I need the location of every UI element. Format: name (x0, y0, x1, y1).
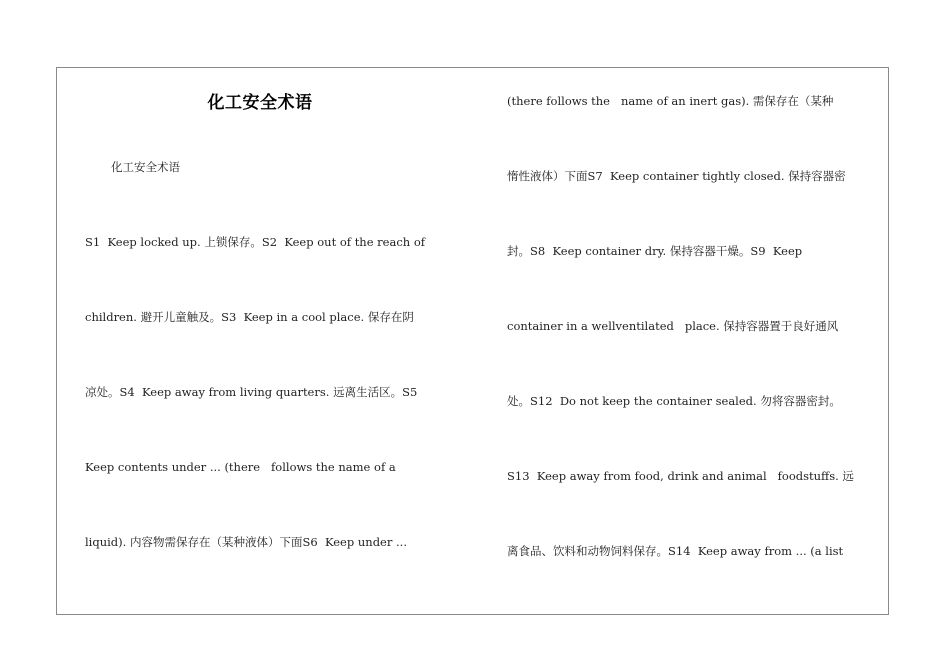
document-subtitle: 化工安全术语 (111, 160, 180, 174)
text-line: liquid). 内容物需保存在（某种液体）下面S6 Keep under ... (85, 535, 407, 549)
document-title: 化工安全术语 (207, 93, 313, 113)
text-line: 封。S8 Keep container dry. 保持容器干燥。S9 Keep (507, 244, 803, 258)
text-line: Keep contents under ... (there follows the name of a (85, 460, 396, 474)
text-line: children. 避开儿童触及。S3 Keep in a cool place. 保存在阴 (85, 310, 414, 324)
text-line: container in a wellventilated place. 保持容器置于良好通风 (507, 319, 839, 333)
text-line: 离食品、饮料和动物饲料保存。S14 Keep away from ... (a list (507, 544, 844, 558)
text-line: S13 Keep away from food, drink and animal foodstuffs. 远 (507, 469, 854, 483)
text-line: (there follows the name of an inert gas). 需保存在（某种 (507, 94, 834, 108)
text-line: S1 Keep locked up. 上锁保存。S2 Keep out of the reach of (85, 235, 426, 249)
text-line: 惰性液体）下面S7 Keep container tightly closed. 保持容器密 (507, 169, 846, 183)
text-line: 处。S12 Do not keep the container sealed. 勿将容器密封。 (507, 394, 841, 408)
text-line: 凉处。S4 Keep away from living quarters. 远离生活区。S5 (85, 385, 418, 399)
page-frame (56, 67, 889, 615)
